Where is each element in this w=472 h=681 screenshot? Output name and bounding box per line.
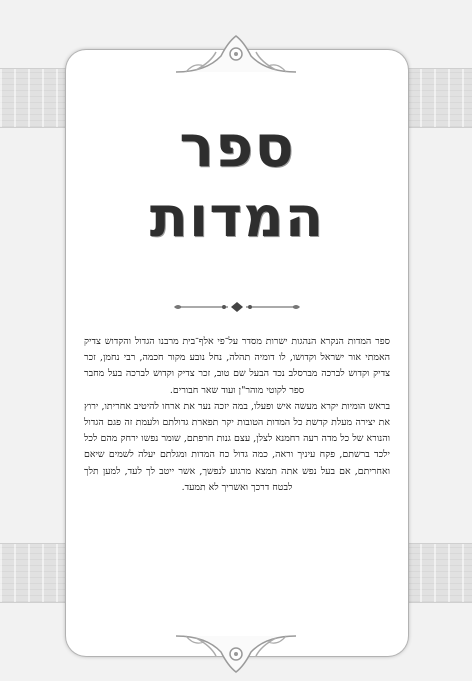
description-paragraph-2: בראש הומיות יקרא מעשה איש ופעלו, במה יזכה נער את ארחו להיטיב אחריתו, ירוץ את יצירה מעלת קדשת כל המדות הטובות יקר תפארת גדולתם ולעמת זה פגם הגדול והנורא של כל מדה רעה רחמנא לצלן, עצם גנות חרפתם, שומר נפשו ירחק מהם לכל ילכד ברשתם, פקח עיניך וראה, כמה גדול כח המדות ומגלתם יעלה לשמים שיאם ואחריתם, אם בעל נפש אתה תמצא מרגוע לנפשך, אשר ייטב לך לעד, למען תלך לבטח דרכך ואשריך לא תמעד. [84,400,390,493]
book-title-line2: המדות [149,185,325,250]
ornament-crest-top-icon [166,32,306,78]
book-title-line1: ספר [179,112,295,180]
ornament-divider-icon [172,300,302,314]
book-description [84,334,390,496]
description-paragraph-1: ספר המדות הנקרא הנהגות ישרות מסדר על־פי אלף־בית מרבנו הגדול והקדוש צדיק האמתי אור ישראל וקדושו, לו דומיה תהלה, נחל נובע מקור חכמה, רבי נחמן, זכר צדיק וקדוש לברכה מברסלב נכד הבעל שם טוב, זכר צדיק וקדוש לברכה בעל מחבר ספר לקוטי מוהר"ן ועוד שאר חבורים. [84,336,390,396]
book-cover-card [66,50,408,656]
ornament-crest-bottom-icon [166,630,306,676]
